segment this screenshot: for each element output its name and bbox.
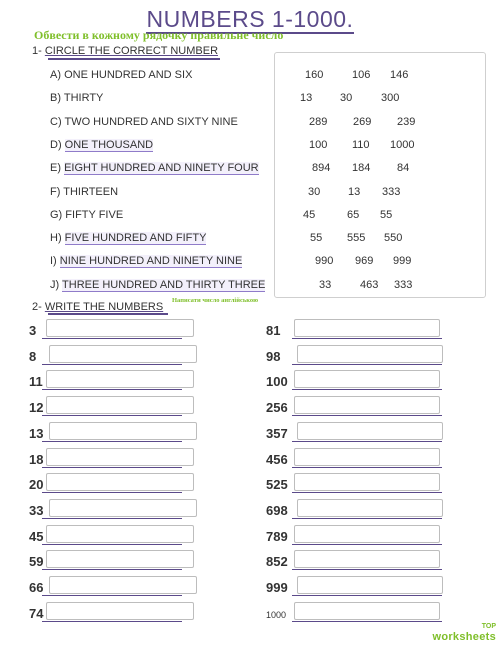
answer-box[interactable]: [46, 525, 194, 543]
answer-box[interactable]: [49, 345, 197, 363]
option-number[interactable]: 555: [347, 232, 366, 245]
option-number[interactable]: 990: [315, 255, 334, 268]
option-number[interactable]: 33: [319, 278, 332, 291]
answer-line: [292, 338, 442, 339]
question-text: ONE HUNDRED AND SIX: [64, 69, 193, 81]
question-row: [50, 279, 265, 291]
option-number[interactable]: 30: [340, 92, 353, 105]
section-2-underline: [48, 313, 168, 315]
question-letter: G): [50, 208, 63, 221]
option-number[interactable]: 55: [310, 232, 323, 245]
option-number[interactable]: 84: [397, 162, 410, 175]
brand-name: worksheets: [432, 631, 496, 643]
answer-box[interactable]: [294, 396, 440, 414]
number-label: 789: [266, 528, 288, 544]
number-label: 74: [29, 605, 44, 621]
option-number[interactable]: 30: [308, 185, 321, 198]
question-text: NINE HUNDRED AND NINETY NINE: [59, 255, 243, 268]
option-number[interactable]: 999: [393, 255, 412, 268]
answer-line: [292, 595, 442, 596]
number-label: 698: [266, 502, 288, 518]
section-1-number: 1-: [32, 45, 42, 57]
question-row: [50, 209, 123, 221]
answer-line: [42, 364, 182, 365]
answer-line: [42, 621, 182, 622]
answer-box[interactable]: [46, 448, 194, 466]
number-label: 12: [29, 400, 44, 416]
number-label: 456: [266, 451, 288, 467]
number-label: 11: [29, 374, 43, 390]
question-text: ONE THOUSAND: [64, 138, 154, 151]
number-label: 1000: [266, 609, 287, 620]
option-number[interactable]: 45: [303, 208, 316, 221]
option-number[interactable]: 1000: [390, 138, 415, 151]
question-text: FIFTY FIVE: [65, 208, 124, 221]
option-number[interactable]: 333: [382, 185, 401, 198]
title-text: NUMBERS 1-1000.: [146, 6, 354, 32]
question-letter: E): [50, 162, 61, 175]
option-number[interactable]: 239: [397, 115, 416, 128]
answer-box[interactable]: [46, 396, 194, 414]
section-1-underline: [48, 58, 220, 60]
section-1-label: CIRCLE THE CORRECT NUMBER: [44, 45, 219, 57]
answer-box[interactable]: [294, 602, 440, 620]
question-row: [50, 139, 153, 151]
answer-line: [292, 441, 442, 442]
option-number[interactable]: 106: [352, 69, 371, 81]
answer-line: [42, 338, 182, 339]
option-number[interactable]: 894: [312, 162, 331, 175]
answer-line: [42, 415, 182, 416]
section-2-note: Написати число англійською: [172, 297, 259, 304]
answer-box[interactable]: [46, 602, 194, 620]
answer-line: [292, 364, 442, 365]
option-number[interactable]: 13: [348, 185, 361, 198]
number-label: 13: [29, 425, 44, 441]
question-letter: D): [50, 138, 62, 151]
number-label: 8: [29, 348, 37, 364]
answer-box[interactable]: [297, 345, 443, 363]
question-text: EIGHT HUNDRED AND NINETY FOUR: [64, 162, 259, 175]
answer-box[interactable]: [46, 550, 194, 568]
question-letter: B): [50, 92, 61, 105]
answer-box[interactable]: [294, 319, 440, 337]
option-number[interactable]: 269: [353, 115, 372, 128]
number-label: 45: [29, 528, 44, 544]
answer-box[interactable]: [49, 499, 197, 517]
option-number[interactable]: 110: [352, 138, 370, 151]
option-number[interactable]: 146: [390, 69, 409, 81]
options-box: [274, 52, 486, 298]
number-label: 852: [266, 554, 288, 570]
option-number[interactable]: 184: [352, 162, 371, 175]
question-letter: F): [50, 185, 61, 198]
answer-box[interactable]: [294, 448, 440, 466]
answer-line: [42, 492, 182, 493]
number-label: 256: [266, 400, 288, 416]
option-number[interactable]: 13: [300, 92, 313, 105]
answer-box[interactable]: [49, 576, 197, 594]
question-text: THIRTY: [63, 92, 104, 105]
question-row: [50, 92, 103, 104]
question-row: [50, 116, 238, 128]
answer-line: [292, 621, 442, 622]
answer-line: [42, 467, 182, 468]
answer-line: [42, 569, 182, 570]
number-label: 525: [266, 477, 288, 493]
section-2-label: WRITE THE NUMBERS: [44, 301, 164, 313]
answer-line: [292, 389, 442, 390]
answer-box[interactable]: [297, 422, 443, 440]
number-label: 999: [266, 580, 288, 595]
question-row: [50, 255, 242, 267]
question-text: THREE HUNDRED AND THIRTY THREE: [62, 278, 266, 291]
answer-line: [292, 518, 442, 519]
answer-line: [42, 389, 182, 390]
subtitle: Обвести в кожному рядочку правильне число: [34, 28, 284, 42]
number-label: 81: [266, 323, 281, 338]
question-letter: I): [50, 255, 57, 268]
option-number[interactable]: 289: [309, 115, 328, 128]
answer-box[interactable]: [49, 422, 197, 440]
answer-box[interactable]: [297, 499, 443, 517]
answer-box[interactable]: [297, 576, 443, 594]
number-label: 66: [29, 580, 44, 595]
option-number[interactable]: 65: [347, 208, 360, 221]
number-label: 357: [266, 425, 288, 441]
question-text: THIRTEEN: [63, 185, 119, 198]
question-letter: A): [50, 69, 61, 81]
section-2-heading: [32, 301, 163, 313]
number-label: 100: [266, 374, 288, 390]
number-label: 3: [29, 323, 37, 338]
section-1-heading: [32, 45, 218, 57]
answer-box[interactable]: [294, 525, 440, 543]
question-letter: C): [50, 115, 62, 128]
question-text: FIVE HUNDRED AND FIFTY: [64, 232, 207, 245]
answer-box[interactable]: [294, 370, 440, 388]
question-row: [50, 186, 118, 198]
answer-line: [292, 569, 442, 570]
option-number[interactable]: 550: [384, 232, 403, 245]
section-2-number: 2-: [32, 301, 42, 313]
option-number[interactable]: 160: [305, 69, 324, 81]
answer-box[interactable]: [46, 319, 194, 337]
brand-logo: [432, 622, 496, 642]
number-label: 18: [29, 451, 44, 467]
number-label: 59: [29, 554, 44, 570]
number-label: 98: [266, 348, 281, 364]
option-number[interactable]: 333: [394, 278, 413, 291]
brand-top: TOP: [481, 623, 496, 630]
option-number[interactable]: 463: [360, 278, 379, 291]
answer-line: [42, 544, 182, 545]
answer-box[interactable]: [294, 473, 440, 491]
number-label: 33: [29, 502, 44, 518]
answer-line: [42, 518, 182, 519]
question-row: [50, 69, 192, 81]
answer-box[interactable]: [46, 473, 194, 491]
answer-line: [292, 544, 442, 545]
question-text: TWO HUNDRED AND SIXTY NINE: [64, 115, 238, 128]
option-number[interactable]: 300: [381, 92, 400, 105]
number-label: 20: [29, 477, 44, 493]
question-row: [50, 232, 206, 244]
answer-line: [42, 441, 182, 442]
answer-box[interactable]: [294, 550, 440, 568]
answer-line: [292, 492, 442, 493]
option-number[interactable]: 55: [380, 208, 393, 221]
answer-box[interactable]: [46, 370, 194, 388]
answer-line: [292, 467, 442, 468]
option-number[interactable]: 100: [309, 138, 328, 151]
answer-line: [42, 595, 182, 596]
answer-line: [292, 415, 442, 416]
option-number[interactable]: 969: [355, 255, 374, 268]
question-letter: J): [50, 278, 60, 291]
question-letter: H): [50, 232, 62, 245]
question-row: [50, 162, 259, 174]
